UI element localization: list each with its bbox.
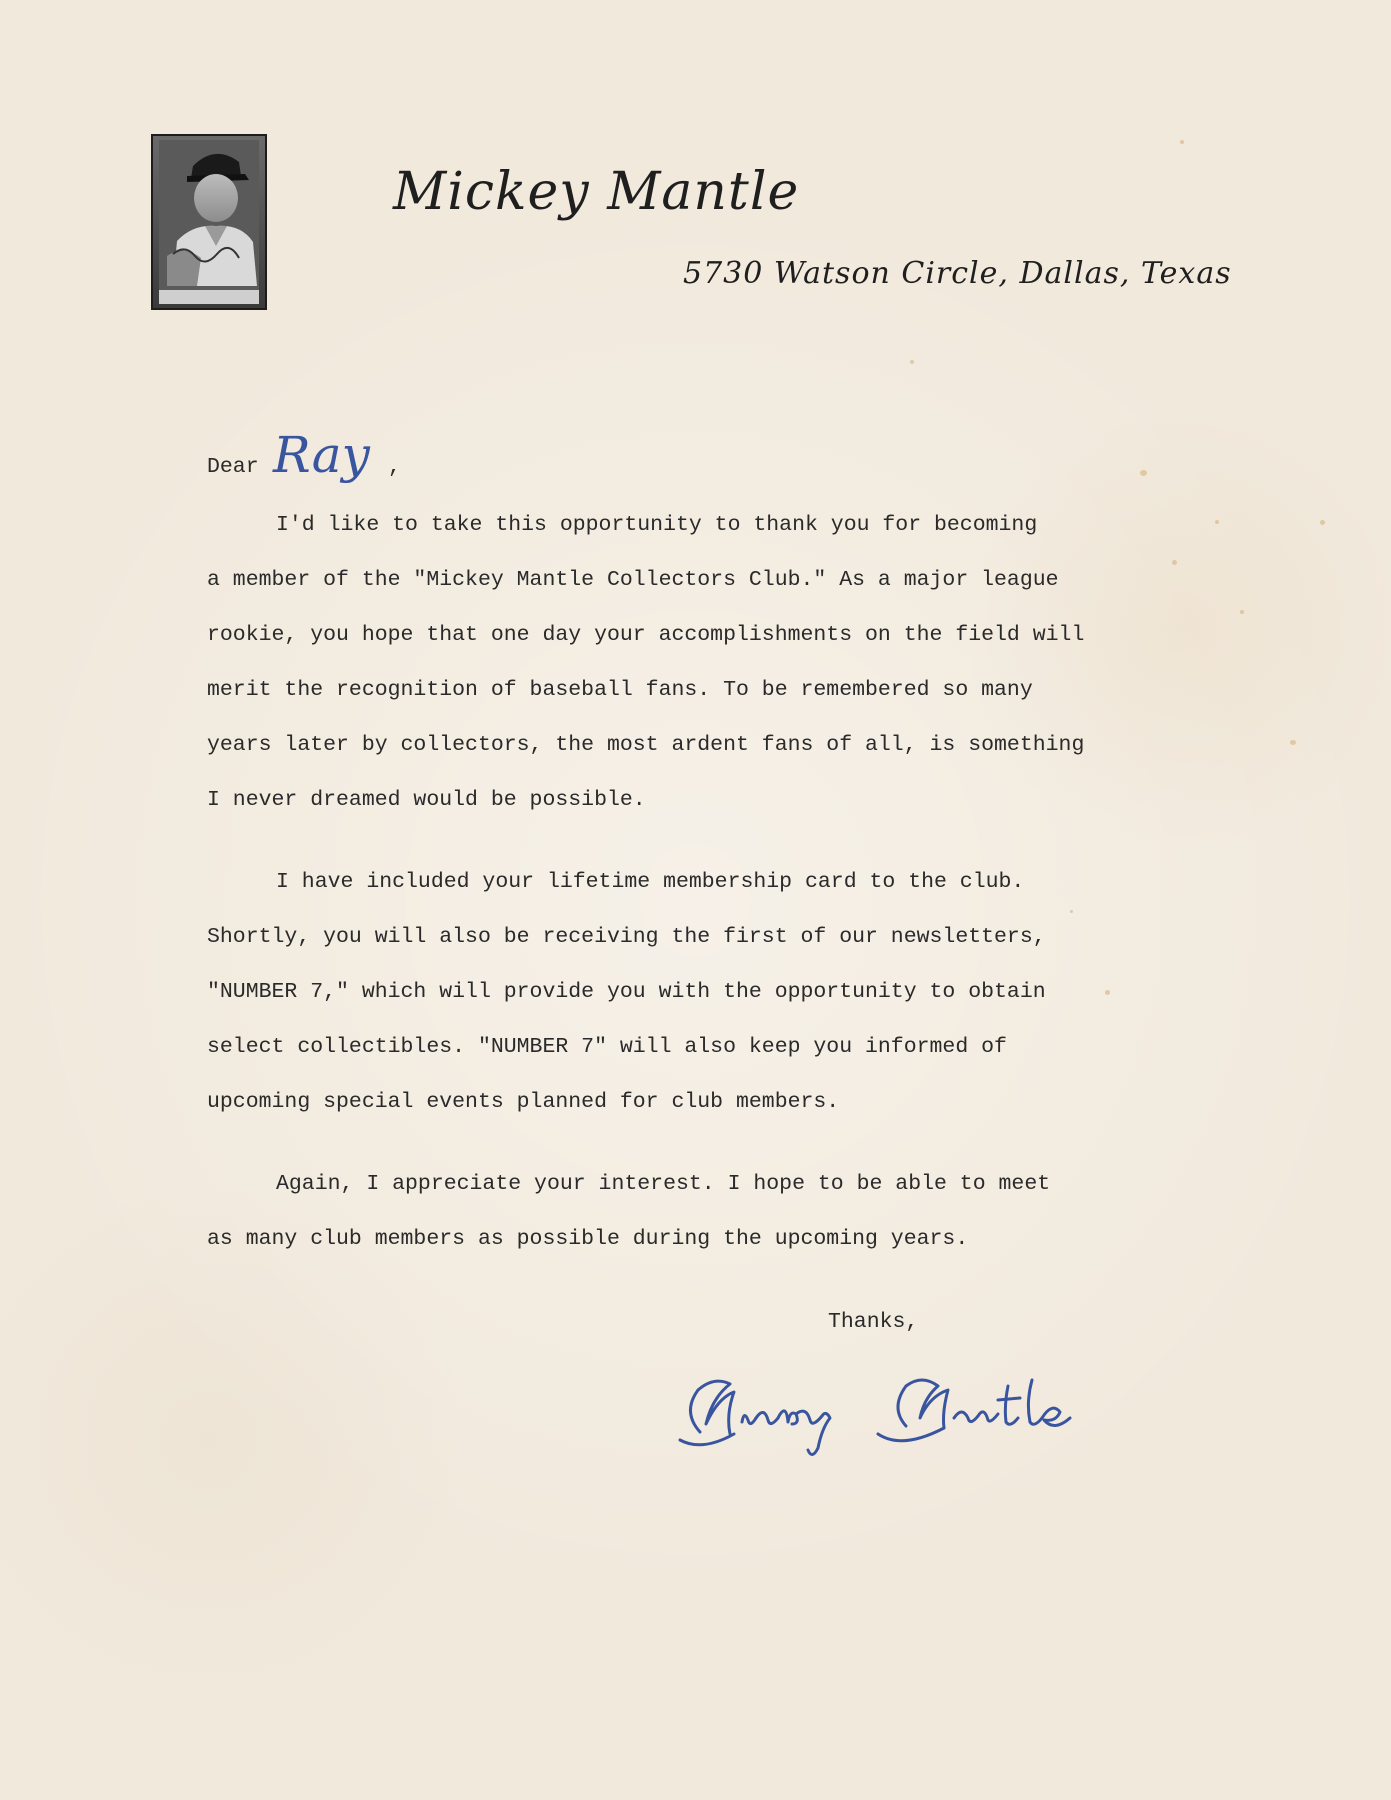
recipient-name: Ray: [273, 426, 370, 484]
body-line: as many club members as possible during the upcoming years.: [207, 1227, 969, 1251]
salutation-comma: ,: [388, 455, 401, 479]
age-spot: [1070, 910, 1073, 913]
age-spot: [1140, 470, 1147, 476]
age-spot: [910, 360, 914, 364]
signature: [672, 1362, 1132, 1462]
player-portrait-icon: [151, 134, 267, 310]
body-line: I never dreamed would be possible.: [207, 788, 646, 812]
age-spot: [1180, 140, 1184, 144]
age-spot: [1240, 610, 1244, 614]
body-line: years later by collectors, the most ardent fans of all, is something: [207, 733, 1085, 757]
age-spot: [1215, 520, 1219, 524]
body-line: rookie, you hope that one day your accomplishments on the field will: [207, 623, 1085, 647]
age-spot: [1105, 990, 1110, 995]
closing: Thanks,: [828, 1310, 919, 1334]
age-spot: [1290, 740, 1296, 745]
age-spot: [1320, 520, 1325, 525]
body-line: Shortly, you will also be receiving the first of our newsletters,: [207, 925, 1046, 949]
salutation-greeting: Dear: [207, 455, 259, 479]
body-line: "NUMBER 7," which will provide you with the opportunity to obtain: [207, 980, 1046, 1004]
body-line: I'd like to take this opportunity to thank you for becoming: [276, 513, 1038, 537]
body-line: upcoming special events planned for club members.: [207, 1090, 840, 1114]
letterhead-address: 5730 Watson Circle, Dallas, Texas: [683, 256, 1232, 291]
body-line: select collectibles. "NUMBER 7" will also keep you informed of: [207, 1035, 1007, 1059]
body-line: a member of the "Mickey Mantle Collectors Club." As a major league: [207, 568, 1059, 592]
body-line: merit the recognition of baseball fans. To be remembered so many: [207, 678, 1033, 702]
letterhead-name: Mickey Mantle: [393, 162, 800, 222]
body-line: Again, I appreciate your interest. I hope to be able to meet: [276, 1172, 1051, 1196]
body-line: I have included your lifetime membership card to the club.: [276, 870, 1025, 894]
age-spot: [1172, 560, 1177, 565]
